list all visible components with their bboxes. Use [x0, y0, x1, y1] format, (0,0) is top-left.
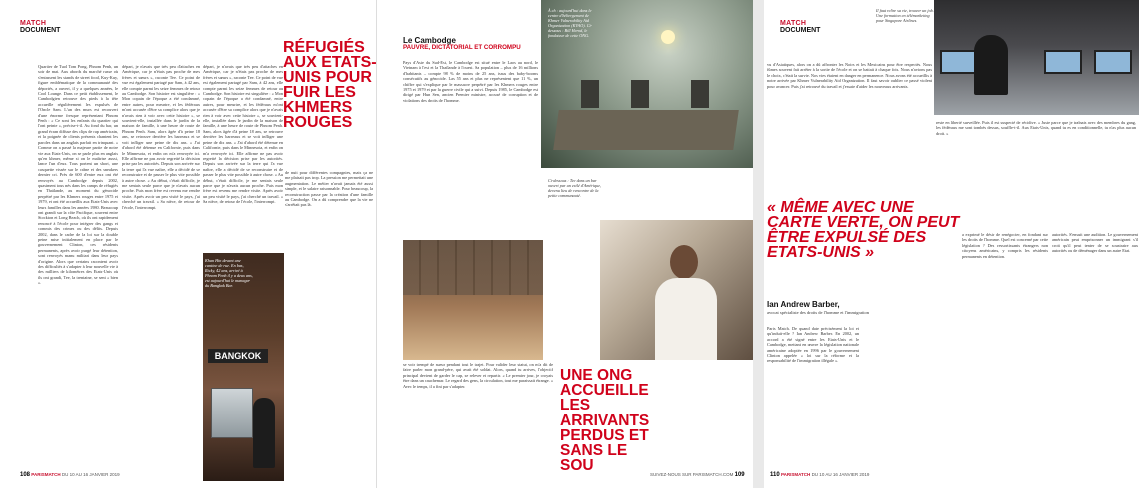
- pull-quote-barber: « MÊME AVEC UNE CARTE VERTE, ON PEUT ÊTRE EXPULSÉ DES ETATS-UNIS »: [767, 199, 960, 261]
- pull-quote-ong: UNE ONG ACCUEILLE LES ARRIVANTS PERDUS ET SANS LE SOU: [560, 367, 650, 474]
- sidebar-text: Pays d'Asie du Sud-Est, le Cambodge est situé entre le Laos au nord, le Vietnam à l'est et la Thaïlande à l'ouest. Sa population – plus de 16 millions d'habitants – compte 98 % de moins de 25 ans, issus des baby-booms consécutifs au génocide. Las 55 ans et plus ne représentent que 11 %, un chiffre qui s'explique par le massacre perpétré par les Khmers rouges entre 1975 et 1979 et par la guerre civile qui a suivi. Depuis 1985, le Cambodge est dirigé par Hun Sen, ancien Premier ministre, accusé de corruption et de violations des droits de l'homme.: [403, 60, 538, 103]
- store-caption: Khan Hin devant une cantine de rue. En bas, Ricky, 42 ans, arrivé à Phnom Penh il y a deux ans, est aujourd'hui le manager du Bangkok Bar.: [205, 258, 253, 288]
- photo-head: [670, 245, 698, 279]
- article-col-1: Quartier de Tuol Tom Pong, Phnom Penh, un soir de mai. Aux abords du marché russe où s'entassent les stands de street food, Kuy-Kuy, figure emblématique de la communauté des déportés, a ouvert, il y a quelques années, le Cool Lounge. Dans ce petit établissement, le Cambodgien retrouve des pieds à la tête accueille régulièrement les expulsés de l'Oncle Sam. L'un des murs est recouvert d'une énorme fresque représentant Phnom Penh : « Ce sont les enfants du quartier qui l'ont peinte », précise-t-il. Au fond du bar, un grand écran diffuse des clips de rap américain, et la poignée de clients présents chantent les paroles dans un anglais parfait en trinquant. « Comme on a passé la majeure partie de notre vie aux Etats-Unis, on se parle plus en anglais qu'en khmer, même si on le maîtrise aussi, lance l'un d'eux. Tous portent un short, une casquette vissée sur le crâne et des sneakers dernier cri. Près de 600 d'entre eux ont été renvoyés au Cambodge depuis 2002, quasiment tous nés dans les camps de réfugiés en Thaïlande, au moment du génocide perpétré par les Khmers rouges entre 1975 et 1979, et ont été accueillis aux Etats-Unis avec leurs familles dans les années 1980. Beaucoup ont grandi sur la côte Pacifique, souvent entre Stockton et Long Beach, où ils ont rapidement renoncé à l'école pour intégrer des gangs et commis des crimes ou des délits. Depuis 2002, dans le cadre de la loi sur la double peine mise initialement en place par le gouvernement Clinton, ces résidents permanents, après avoir purgé leur détention, sont renvoyés manu militari dans leur pays d'origine. Alors que certains racontent avoir des difficultés à s'adapter à leur nouvelle vie à des milliers de kilomètres des Etats-Unis où ils ont grandi, Tee, la trentaine, se sent « bien ».: [38, 64, 118, 286]
- photo-monitor: [1094, 50, 1132, 74]
- interview-col-2: a exprimé le désir de renégocier, en fondant sur les droits de l'homme. Quel est concerné par cette législation ? Des ressortissants étrangers non citoyens américains, y compris les résidents permanents en détention.: [962, 232, 1048, 259]
- photo-bill-herod: [600, 220, 753, 360]
- interview-col-3: autorités. S'ensuit une audition. Le gouvernement américain peut emprisonner un immigrant s'il croit qu'il peut tenter de se soustraire aux autorités ou de déménager dans un autre Etat.: [1052, 232, 1138, 254]
- footer-center: SUIVEZ-NOUS SUR PARISMATCH.COM 109: [650, 472, 745, 478]
- photo-table: [553, 110, 739, 150]
- article-col-2b: départ, je n'avais que très peu d'attaches en Amérique, car je n'étais pas proche de mes frères et sœurs », raconte Tee. Ce point de vue est également partagé par Sam, à 42 ans, elle compte parmi les seize femmes de retour au Cambodge. Son histoire est singulière : « Mon copain de l'époque a été condamné, entre autres, pour meurtre, et les fédéraux m'ont accusée d'être sa complice alors que je n'avais rien à voir avec cette histoire », se souvient-elle, installée dans le jardin de la maison de famille, à une heure de route de Phnom Penh. Sam, alors âgée d'à peine 18 ans, se retrouve derrière les barreaux et se voit infliger une peine de dix ans. « J'ai d'abord été détenue en Californie, puis dans le Minnesota, et enfin on m'a renvoyée ici. Elle affirme ne pas avoir regretté la décision prise par les autorités. Depuis son arrivée sur la terre qui l'a vue naître, elle a décidé de se reconstruire et de passer le plus vite possible à autre chose. « Au début, c'était difficile, je me sentais seule parce que je n'avais aucun proche. Puis mon frère est revenu me rendre visite. Après avoir un peu visité le pays, j'ai cherché un travail. » Sa nièce, de retour de l'école, l'interrompt.: [203, 64, 283, 205]
- interview-col-1: Paris Match. De quand date précisément la loi et qu'induit-elle ? Ian Andrew Barber. En 2002, un accord a été signé entre les Etats-Unis et le Cambodge, mettant en œuvre la législation nationale américaine adoptée en 1996 par le gouvernement Clinton appelée « loi sur la réforme et la responsabilité de l'immigration illégale ».: [767, 326, 859, 364]
- photo-call-center: [934, 0, 1139, 115]
- footer-right: 110 PARISMATCH DU 10 AU 16 JANVIER 2019: [770, 472, 870, 478]
- article-col-2: départ, je n'avais que très peu d'attaches en Amérique, car je n'étais pas proche de mes frères et sœurs », raconte Tee. Ce point de vue est également partagé par Sam, à 42 ans, elle compte parmi les seize femmes de retour au Cambodge. Son histoire est singulière : « Mon copain de l'époque a été condamné, entre autres, pour meurtre, et les fédéraux m'ont accusée d'être sa complice alors que je n'avais rien à voir avec cette histoire », se souvient-elle, installée dans le jardin de la maison de famille, à une heure de route de Phnom Penh. Sam, alors âgée d'à peine 18 ans, se retrouve derrière les barreaux et se voit infliger une peine de dix ans. « J'ai d'abord été détenue en Californie, puis dans le Minnesota, et enfin on m'a renvoyée ici. Elle affirme ne pas avoir regretté la décision prise par les autorités. Depuis son arrivée sur la terre qui l'a vue naître, elle a décidé de se reconstruire et de passer le plus vite possible à autre chose. « Au début, c'était difficile, je me sentais seule parce que je n'avais aucun proche. Puis mon frère est revenu me rendre visite. Après avoir un peu visité le pays, j'ai cherché un travail. » Sa nièce, de retour de l'école, l'interrompt.: [122, 64, 200, 210]
- center-caption: À ch : aujourd'hui dans le centre d'hébergement de Khmer Vulnerability Aid Organization (KVAO). Ci-dessous : Bill Herod, le fondateur de cette ONG.: [548, 8, 593, 38]
- spread-divider: [753, 0, 764, 488]
- photo-chair: [691, 80, 709, 108]
- photo-person: [253, 398, 275, 468]
- photo-monitor: [940, 50, 978, 74]
- sidebar-label: Le Cambodge: [403, 36, 456, 45]
- quote-author: Ian Andrew Barber,: [767, 300, 840, 309]
- photo-fridge: [211, 388, 253, 438]
- photo-lamp: [661, 30, 675, 44]
- match-document-logo: MATCH DOCUMENT: [20, 20, 61, 34]
- store-sign: BANGKOK: [208, 349, 268, 363]
- right-article-col-2: reste en liberté surveillée. Puis il est suspecté de récidive. « Juste parce que je traînais avec des membres du gang, les fédéraux me sont tombés dessus, souffle-t-il. Aux Etats-Unis, quand tu es en conditionnelle, tu n'as plus aucun droit. »: [936, 120, 1136, 136]
- photo-person: [974, 35, 1008, 95]
- quote-role: avocat spécialiste des droits de l'homme et l'immigration: [767, 310, 869, 315]
- right-article-col-1: vu d'Asiatiques, alors on a dû affronter les Noirs et les Mexicains pour être respectés. Nous fûmes souvent fait arrêter à la sortie de l'école et on se battait à chaque fois. Nous n'avions pas le choix, c'était la survie. Nos vies étaient en danger en permanence. Nous avons été accueillis à notre arrivée par Khmer Vulnerability Aid Organization. Il faut savoir oublier ce passé violent pour avancer. Puis j'ai retrouvé du travail et j'essaie d'aider les nouveaux arrivants.: [767, 62, 932, 89]
- photo-monitor: [1044, 50, 1082, 74]
- top-caption: Il faut relire sa vie, trouver un job. Une formation en télémarketing pour Singapore Airlines.: [876, 8, 934, 23]
- article-col-4: se voir trempé de sueur pendant tout le trajet. Pour valider leur statut, on m'a dit de faire parler mon grand-père, qui avait été soldat. Alors, quand tu arrives, l'objectif principal devient de garder le cap, se relever et repartir. « Le premier jour, je croyais être dans un cauchemar. Le regard des gens, la circulation, tout me paraissait étrange. » Avec le temps, il a fini par s'adapter.: [403, 362, 553, 389]
- photo-wall-tiles: [403, 240, 543, 295]
- sidebar-title: PAUVRE, DICTATORIAL ET CORROMPU: [403, 44, 521, 51]
- photo-body: [655, 278, 717, 360]
- article-col-3: de nuit pour différentes compagnies, mais ça ne me plaisait pas trop. La pression me permettait une augmentation. Le métier n'avait jamais été aussi simple, et le salaire raisonnable. Pour beaucoup, la reconstruction passe par la création d'une famille au Cambodge. On a dû comprendre que la vie ne s'arrêtait pas là.: [285, 170, 373, 208]
- article-headline: RÉFUGIÉS AUX ETATS-UNIS POUR FUIR LES KHMERS ROUGES: [283, 39, 377, 131]
- match-document-logo-right: MATCH DOCUMENT: [780, 20, 821, 34]
- photo-chair: [581, 80, 599, 108]
- photo-bar: [403, 240, 543, 360]
- center-caption-2: Ci-dessous : Tee dans un bar ouvert par un exilé d'Amérique, devenu lieu de rencontre de la petite communauté.: [548, 178, 602, 198]
- footer-left: 108 PARISMATCH DU 10 AU 16 JANVIER 2019: [20, 472, 120, 478]
- photo-chair: [631, 80, 649, 108]
